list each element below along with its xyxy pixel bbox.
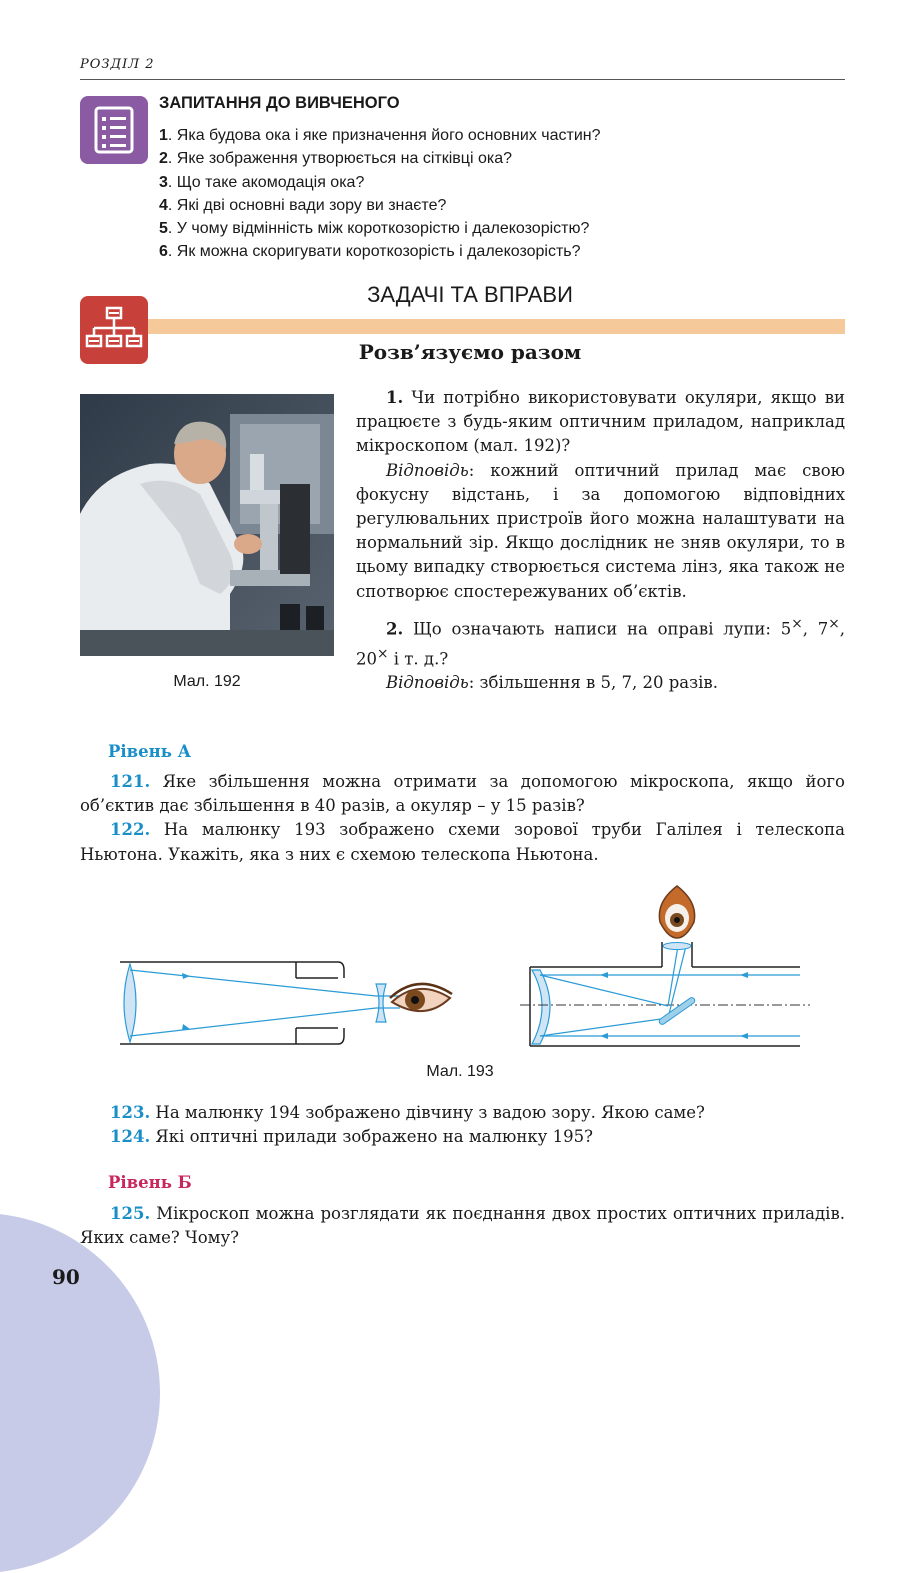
page-number: 90 (52, 1265, 80, 1289)
level-a-heading: Рівень А (108, 742, 192, 761)
hierarchy-icon (80, 296, 148, 364)
questions-title: ЗАПИТАННЯ ДО ВИВЧЕНОГО (159, 94, 400, 112)
level-b-exercises (80, 1202, 845, 1250)
question-item: 3. Що таке акомодація ока? (159, 173, 365, 191)
question-item: 5. У чому відмінність між короткозорістю і далекозорістю? (159, 220, 590, 238)
exercise-item: 121. Яке збільшення можна отримати за допомогою мікроскопа, якщо його об’єктив дає збільшення в 40 разів, а окуляр – у 15 разів? (80, 772, 845, 816)
eye-icon (390, 984, 452, 1011)
fig193-caption: Мал. 193 (426, 1063, 494, 1080)
eye-icon (659, 886, 694, 938)
questions-list (159, 124, 601, 264)
exercise-item: 122. На малюнку 193 зображено схеми зорової труби Галілея і телескопа Ньютона. Укажіть, яка з них є схемою телескопа Ньютона. (80, 820, 845, 864)
exercise-item: 125. Мікроскоп можна розглядати як поєднання двох простих оптичних приладів. Яких саме? Чому? (80, 1204, 845, 1248)
microscope-photo (80, 394, 334, 656)
checklist-icon (80, 96, 148, 164)
question-item: 1. Яка будова ока і яке призначення його основних частин? (159, 127, 601, 144)
newtonian-telescope-diagram (520, 886, 810, 1046)
header-rule (80, 79, 845, 80)
fig192-caption: Мал. 192 (173, 673, 241, 690)
telescope-diagrams (100, 880, 820, 1050)
tasks-stripe (148, 319, 845, 334)
question-item: 2. Яке зображення утворюється на сітківці ока? (159, 150, 512, 168)
corner-decoration (0, 1213, 160, 1573)
level-a-exercises (80, 770, 845, 867)
exercise-item: 124. Які оптичні прилади зображено на малюнку 195? (110, 1127, 593, 1147)
solve-together-block (356, 386, 845, 695)
question-item: 4. Які дві основні вади зору ви знаєте? (159, 196, 447, 214)
question-item: 6. Як можна скоригувати короткозорість і далекозорість? (159, 243, 581, 261)
question-2: 2. Що означають написи на оправі лупи: 5×, 7×, 20× і т. д.? (356, 615, 845, 669)
answer-2: Відповідь: збільшення в 5, 7, 20 разів. (386, 673, 718, 693)
solve-together-title: Розв’язуємо разом (358, 340, 582, 364)
tasks-title: ЗАДАЧІ ТА ВПРАВИ (367, 282, 573, 307)
question-1: 1. Чи потрібно використовувати окуляри, якщо ви працюєте з будь-яким оптичним приладом, наприклад мікроскопом (мал. 192)? (356, 388, 845, 456)
level-b-heading: Рівень Б (108, 1173, 192, 1192)
level-a-exercises-continued (80, 1101, 845, 1149)
galilean-telescope-diagram (120, 962, 452, 1050)
section-label: РОЗДІЛ 2 (80, 57, 155, 72)
exercise-item: 123. На малюнку 194 зображено дівчину з вадою зору. Якою саме? (110, 1103, 705, 1122)
answer-1: Відповідь: кожний оптичний прилад має свою фокусну відстань, і за допомогою відповідних регулювальних пристроїв його можна налаштувати на нормальний зір. Якщо дослідник не зняв окуляри, то в цьому випадку створюється система лінз, яка також не спотворює спостережуваних об’єктів. (356, 460, 845, 601)
